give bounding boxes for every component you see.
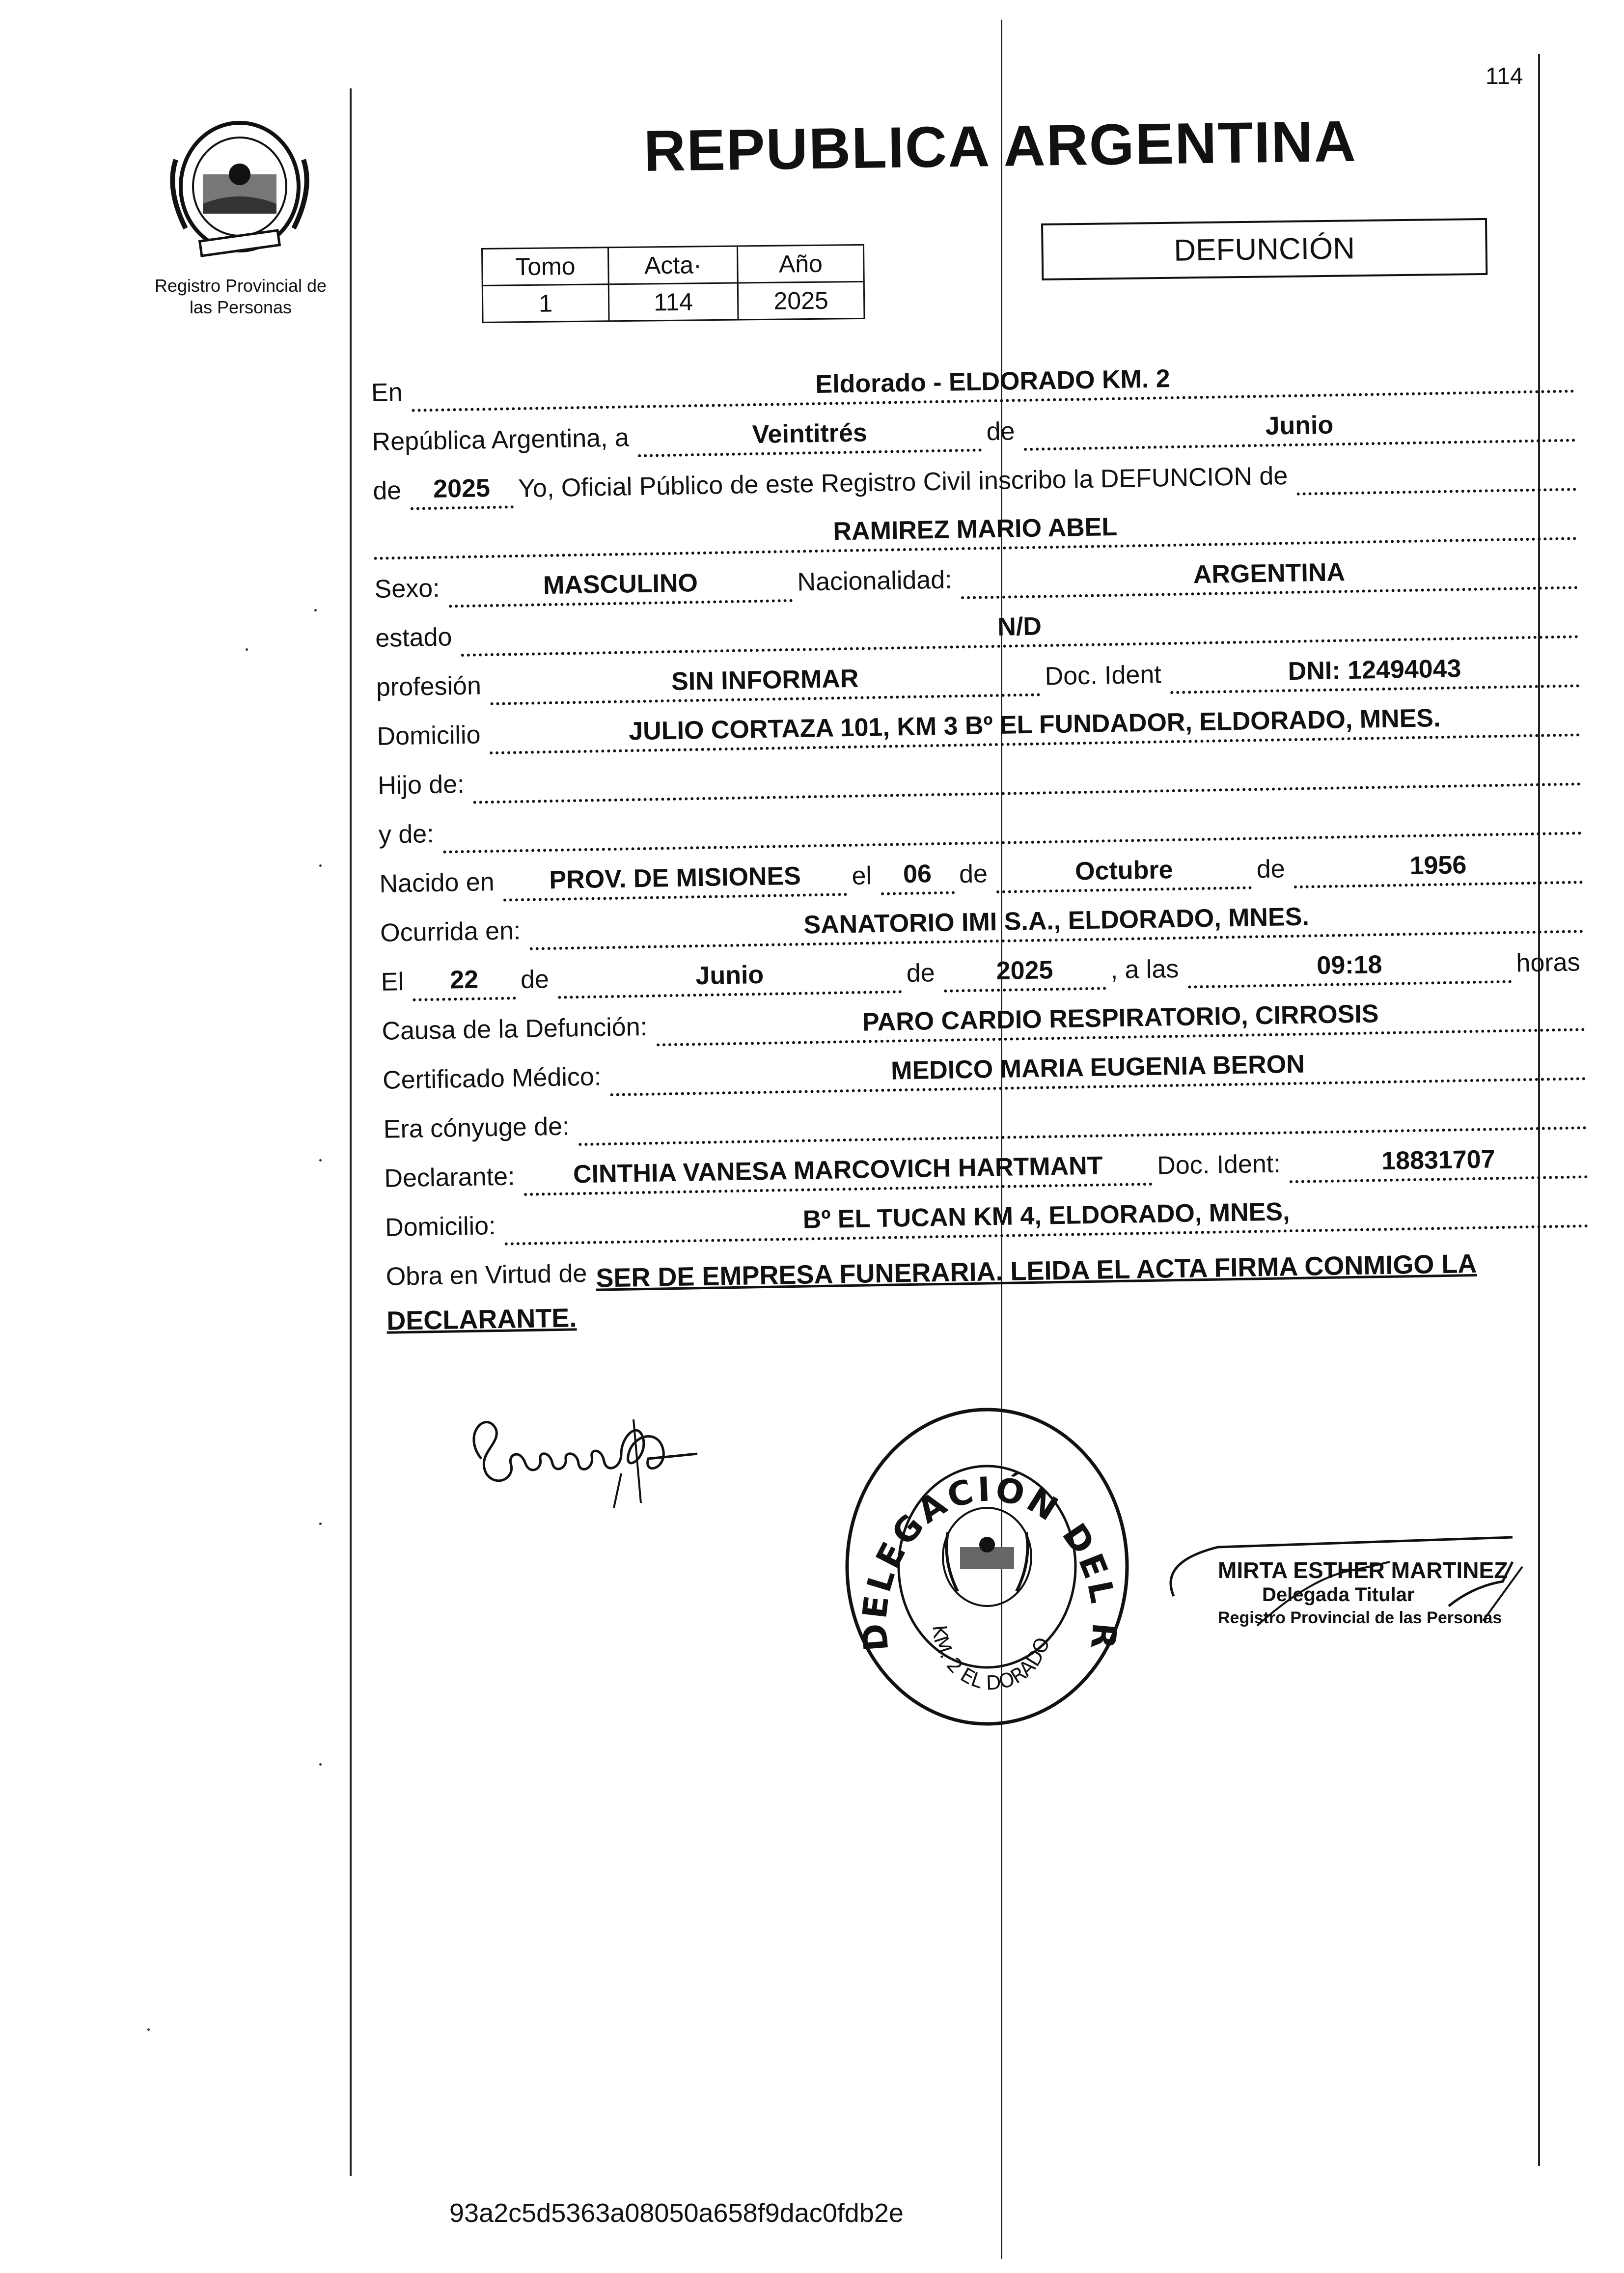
value-certificado: MEDICO MARIA EUGENIA BERON bbox=[610, 1045, 1586, 1096]
label-en: En bbox=[371, 378, 403, 407]
value-day-words: Veintitrés bbox=[637, 416, 982, 457]
label-obra: Obra en Virtud de bbox=[385, 1259, 587, 1291]
official-name: MIRTA ESTHER MARTINEZ bbox=[1218, 1557, 1508, 1583]
reference-table bbox=[481, 244, 865, 323]
value-domicilio2: Bº EL TUCAN KM 4, ELDORADO, MNES, bbox=[504, 1192, 1589, 1246]
label-estado: estado bbox=[375, 623, 452, 653]
value-acta: 114 bbox=[608, 283, 738, 321]
value-nacionalidad: ARGENTINA bbox=[961, 554, 1578, 599]
value-death-year: 2025 bbox=[943, 954, 1106, 992]
label-de6: de bbox=[906, 959, 936, 988]
label-el2: El bbox=[381, 968, 404, 997]
value-causa: PARO CARDIO RESPIRATORIO, CIRROSIS bbox=[656, 996, 1585, 1046]
province-logo bbox=[156, 115, 323, 265]
scan-mark bbox=[147, 2028, 150, 2031]
label-a-las: , a las bbox=[1110, 954, 1179, 985]
value-month: Junio bbox=[1023, 406, 1575, 451]
declarant-signature bbox=[452, 1390, 727, 1520]
official-office: Registro Provincial de las Personas bbox=[1218, 1608, 1502, 1627]
seal-inner-text: KM. 2 EL DORADO bbox=[928, 1624, 1055, 1695]
label-el: el bbox=[852, 861, 872, 890]
label-de2: de bbox=[372, 476, 402, 505]
value-ano: 2025 bbox=[738, 281, 864, 320]
label-domicilio2: Domicilio: bbox=[385, 1212, 496, 1242]
scan-mark bbox=[319, 1159, 322, 1162]
scan-mark bbox=[319, 1763, 322, 1766]
reference-table-value-row bbox=[482, 281, 864, 322]
page-number: 114 bbox=[1486, 63, 1523, 89]
value-tomo: 1 bbox=[482, 284, 609, 323]
label-causa: Causa de la Defunción: bbox=[382, 1012, 648, 1046]
registry-seal bbox=[835, 1395, 1139, 1741]
scan-mark bbox=[319, 864, 322, 867]
label-doc-ident: Doc. Ident bbox=[1045, 660, 1162, 691]
label-de3: de bbox=[959, 859, 988, 889]
value-nacido-en: PROV. DE MISIONES bbox=[503, 860, 847, 902]
value-doc-ident2: 18831707 bbox=[1289, 1143, 1588, 1183]
label-republica: República Argentina, a bbox=[372, 423, 630, 456]
value-obra-line1: SER DE EMPRESA FUNERARIA. LEIDA EL ACTA FIRMA CONMIGO LA bbox=[595, 1248, 1477, 1293]
scan-mark bbox=[314, 609, 317, 611]
label-de1: de bbox=[986, 417, 1016, 446]
death-record-form bbox=[371, 343, 1595, 1336]
label-nacionalidad: Nacionalidad: bbox=[797, 565, 953, 597]
label-de5: de bbox=[520, 965, 550, 995]
value-domicilio: JULIO CORTAZA 101, KM 3 Bº EL FUNDADOR, ELDORADO, MNES. bbox=[489, 701, 1580, 754]
label-de4: de bbox=[1256, 855, 1286, 884]
reference-table-header-row bbox=[482, 245, 864, 285]
value-en: Eldorado - ELDORADO KM. 2 bbox=[411, 357, 1574, 412]
document-hash: 93a2c5d5363a08050a658f9dac0fdb2e bbox=[449, 2198, 904, 2228]
registry-seal-icon bbox=[835, 1395, 1139, 1739]
province-emblem-icon bbox=[156, 115, 323, 263]
header-ano: Año bbox=[737, 245, 864, 283]
value-death-time: 09:18 bbox=[1187, 948, 1512, 989]
official-stamp bbox=[1159, 1527, 1532, 1658]
value-estado: N/D bbox=[461, 603, 1579, 657]
label-declarante: Declarante: bbox=[384, 1162, 515, 1193]
value-deceased-name: RAMIREZ MARIO ABEL bbox=[373, 504, 1577, 560]
label-oficial: Yo, Oficial Público de este Registro Civil inscribo la DEFUNCION de bbox=[518, 462, 1288, 503]
registry-caption-line2: las Personas bbox=[189, 297, 292, 317]
value-obra-line2: DECLARANTE. bbox=[386, 1303, 577, 1336]
value-ocurrida: SANATORIO IMI S.A., ELDORADO, MNES. bbox=[529, 897, 1584, 950]
value-year: 2025 bbox=[410, 473, 514, 510]
value-profesion: SIN INFORMAR bbox=[490, 661, 1040, 705]
label-certificado: Certificado Médico: bbox=[382, 1062, 602, 1095]
label-horas: horas bbox=[1516, 948, 1581, 978]
label-ocurrida: Ocurrida en: bbox=[380, 916, 521, 947]
official-role: Delegada Titular bbox=[1262, 1584, 1415, 1606]
seal-outer-text: DELEGACIÓN DEL R bbox=[855, 1469, 1124, 1654]
value-birth-year: 1956 bbox=[1294, 848, 1583, 888]
label-doc-ident2: Doc. Ident: bbox=[1156, 1149, 1281, 1180]
value-birth-month: Octubre bbox=[996, 854, 1252, 893]
registry-caption bbox=[133, 275, 349, 318]
value-death-month: Junio bbox=[557, 958, 902, 999]
label-profesion: profesión bbox=[376, 671, 482, 702]
svg-text:DELEGACIÓN DEL REGISTRO DE LAS bbox=[835, 1395, 1124, 1653]
label-y-de: y de: bbox=[378, 820, 435, 849]
value-death-day: 22 bbox=[413, 964, 516, 1001]
label-domicilio: Domicilio bbox=[377, 721, 481, 751]
label-nacido-en: Nacido en bbox=[379, 867, 495, 898]
signature-icon bbox=[452, 1390, 727, 1518]
svg-text:KM. 2 EL DORADO bbox=[928, 1624, 1054, 1695]
page-title: REPUBLICA ARGENTINA bbox=[643, 109, 1357, 184]
label-conyuge: Era cónyuge de: bbox=[383, 1112, 570, 1144]
value-doc-ident: DNI: 12494043 bbox=[1170, 652, 1579, 694]
header-acta: Acta· bbox=[608, 246, 738, 284]
document-type-box: DEFUNCIÓN bbox=[1041, 218, 1487, 280]
registry-caption-line1: Registro Provincial de bbox=[154, 276, 327, 296]
value-birth-day: 06 bbox=[881, 859, 955, 895]
value-declarante: CINTHIA VANESA MARCOVICH HARTMANT bbox=[523, 1150, 1153, 1196]
label-hijo-de: Hijo de: bbox=[377, 770, 465, 800]
scan-mark bbox=[319, 1523, 322, 1525]
scan-mark bbox=[246, 648, 248, 651]
left-margin-line bbox=[350, 88, 352, 2176]
value-sexo: MASCULINO bbox=[448, 567, 793, 608]
header-tomo: Tomo bbox=[482, 248, 609, 286]
label-sexo: Sexo: bbox=[374, 574, 440, 604]
